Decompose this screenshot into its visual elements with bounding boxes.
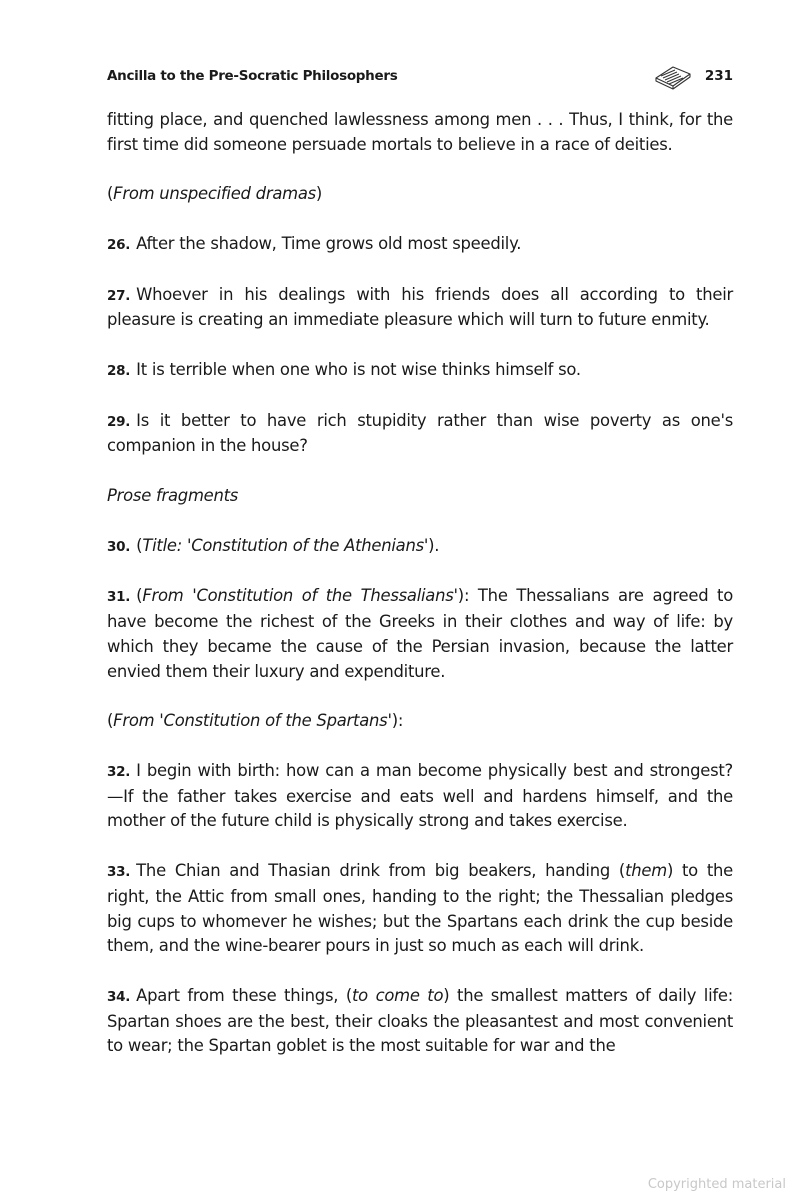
paragraph-continuation: fitting place, and quenched lawlessness among men . . . Thus, I think, for the first time did someone persuade mortals to believe in a race of deities. [107, 110, 733, 154]
fragment-number: 32. [107, 763, 131, 780]
fragment-29: 29. Is it better to have rich stupidity rather than wise poverty as one's companion in the house? [107, 410, 733, 456]
fragment-number: 31. [107, 589, 131, 606]
fragment-number: 28. [107, 362, 131, 379]
page-header [107, 64, 733, 90]
fragment-33: 33. The Chian and Thasian drink from big beakers, handing (them) to the right, the Attic from small ones, handing to the right; the Thessalian pledges big cups to whomever he wishes; but the Spartans each drink the cup beside them, and the wine-bearer pours in just so much as each will drink. [107, 860, 734, 956]
page-number: 231 [704, 68, 733, 84]
fragment-27: 27. Whoever in his dealings with his friends does all according to their pleasure is creating an immediate pleasure which will turn to future enmity. [107, 284, 733, 330]
running-title: Ancilla to the Pre-Socratic Philosophers [107, 68, 398, 84]
section-heading-dramas: (From unspecified dramas) [107, 184, 323, 204]
fragment-number: 26. [107, 236, 131, 253]
fragment-30: 30. (Title: 'Constitution of the Athenians'). [107, 535, 440, 555]
fragment-number: 30. [107, 538, 131, 555]
fragment-number: 34. [107, 988, 131, 1005]
fragment-number: 27. [107, 287, 131, 304]
open-book-icon [653, 64, 693, 90]
fragment-32: 32. I begin with birth: how can a man become physically best and strongest?—If the father takes exercise and eats well and hardens himself, and the mother of the future child is physically strong and takes exercise. [107, 760, 733, 831]
copyright-watermark: Copyrighted material [647, 1177, 786, 1192]
fragment-number: 29. [107, 413, 131, 430]
fragment-31: 31. (From 'Constitution of the Thessalians'): The Thessalians are agreed to have become the richest of the Greeks in their clothes and way of life: by which they became the cause of the Persian invasion, because the latter envied them their luxury and expenditure. [107, 586, 734, 681]
fragment-34: 34. Apart from these things, (to come to) the smallest matters of daily life: Spartan shoes are the best, their cloaks the pleasantest and most convenient to wear; the Spartan goblet is the most suitable for war and the [107, 985, 734, 1056]
fragment-26: 26. After the shadow, Time grows old most speedily. [107, 233, 522, 253]
fragment-number: 33. [107, 863, 131, 880]
section-heading-prose: Prose fragments [107, 485, 239, 505]
section-heading-spartans: (From 'Constitution of the Spartans'): [107, 711, 404, 731]
fragment-28: 28. It is terrible when one who is not wise thinks himself so. [107, 359, 581, 379]
page-body [107, 108, 733, 1084]
